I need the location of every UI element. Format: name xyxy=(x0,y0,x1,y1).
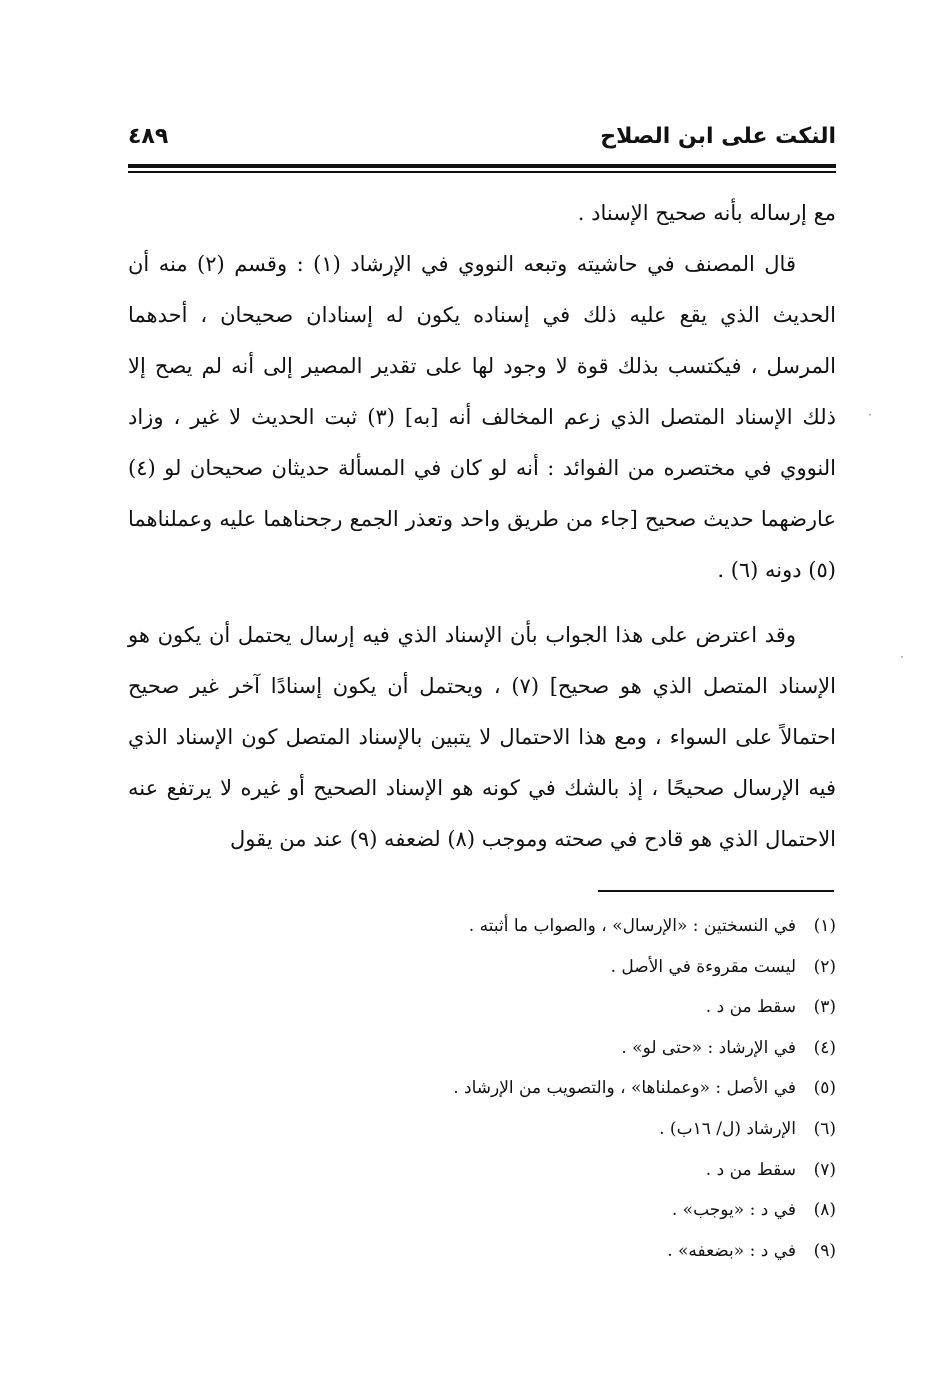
footnote-number: (٤) xyxy=(813,1037,836,1058)
footnote-item xyxy=(128,987,836,1028)
footnote-item xyxy=(128,1190,836,1231)
footnote-text: في النسختين : «الإرسال» ، والصواب ما أثبته . xyxy=(468,916,796,936)
footnote-text: في الأصل : «وعملناها» ، والتصويب من الإرشاد . xyxy=(453,1078,796,1099)
footnote-number: (٦) xyxy=(813,1118,836,1139)
page-number: ٤٨٩ xyxy=(128,124,169,149)
footnote-text: سقط من د . xyxy=(705,1159,796,1180)
footnote-number: (٨) xyxy=(813,1200,836,1221)
main-text xyxy=(128,188,836,865)
footnote-text: في د : «يوجب» . xyxy=(671,1200,796,1221)
paragraph-2: قال المصنف في حاشيته وتبعه النووي في الإرشاد (١) : وقسم (٢) منه أن الحديث الذي يقع عليه ذلك في إسناده يكون له إسنادان صحيحان ، أحدهما المرسل ، فيكتسب بذلك قوة لا وجود لها على تقدير المصير إلى أنه لم يصح إلا ذلك الإسناد المتصل الذي زعم المخالف أنه [به] (٣) ثبت الحديث لا غير ، وزاد النووي في مختصره من الفوائد : أنه لو كان في المسألة حديثان صحيحان لو (٤) عارضهما حديث صحيح [جاء من طريق واحد وتعذر الجمع رجحناهما عليه وعملناهما (٥) دونه (٦) . xyxy=(128,252,836,582)
footnote-text: الإرشاد (ل/ ١٦ب) . xyxy=(659,1118,796,1139)
footnote-item xyxy=(128,1068,836,1109)
paragraph-3: وقد اعترض على هذا الجواب بأن الإسناد الذي فيه إرسال يحتمل أن يكون هو الإسناد المتصل الذي هو صحيح] (٧) ، ويحتمل أن يكون إسنادًا آخر غير صحيح احتمالاً على السواء ، ومع هذا الاحتمال لا يتبين بالإسناد المتصل كون الإسناد الذي فيه الإرسال صحيحًا ، إذ بالشك في كونه هو الإسناد الصحيح أو غيره لا يرتفع عنه الاحتمال الذي هو قادح في صحته وموجب (٨) لضعفه (٩) عند من يقول xyxy=(128,623,836,851)
footnote-number: (٧) xyxy=(813,1159,836,1180)
footnote-number: (٢) xyxy=(813,956,836,977)
scan-speck: · xyxy=(868,408,872,422)
footnote-item xyxy=(128,1231,836,1272)
footnote-item xyxy=(128,1028,836,1069)
running-title: النكت على ابن الصلاح xyxy=(600,124,836,149)
footnote-item xyxy=(128,947,836,988)
footnote-item xyxy=(128,1150,836,1191)
header-rule-thick xyxy=(128,164,836,168)
footnote-text: سقط من د . xyxy=(705,997,796,1018)
scan-speck: · xyxy=(900,650,904,664)
footnotes-list xyxy=(128,906,836,1271)
footnote-text: في الإرشاد : «حتى لو» . xyxy=(621,1037,796,1058)
page-header xyxy=(128,120,836,160)
footnote-number: (٩) xyxy=(813,1240,836,1261)
footnote-number: (١) xyxy=(813,916,836,936)
footnote-item xyxy=(128,1109,836,1150)
footnote-item xyxy=(128,906,836,947)
footnote-separator xyxy=(598,890,834,892)
paragraph-1: مع إرساله بأنه صحيح الإسناد . xyxy=(577,201,836,225)
footnote-text: في د : «بضعفه» . xyxy=(667,1240,796,1261)
footnote-number: (٥) xyxy=(813,1078,836,1099)
footnote-text: ليست مقروءة في الأصل . xyxy=(610,956,796,977)
header-rule-thin xyxy=(128,171,836,173)
footnote-number: (٣) xyxy=(813,997,836,1018)
